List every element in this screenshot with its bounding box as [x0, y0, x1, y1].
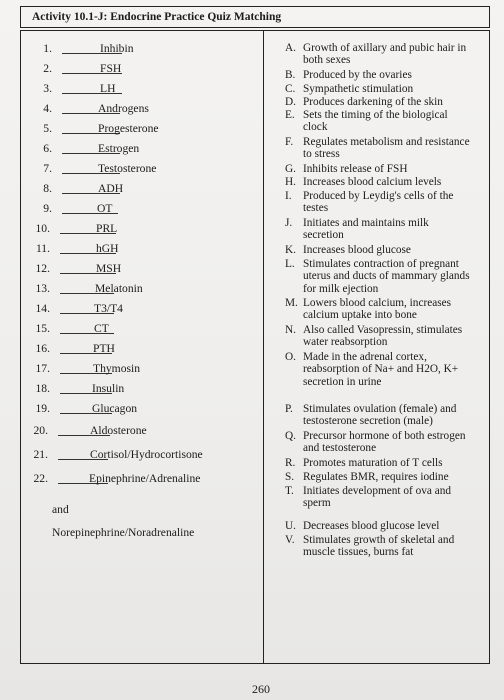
question-row — [0, 42, 264, 58]
answer-text — [303, 83, 499, 95]
question-number: 10. — [35, 222, 50, 235]
answer-text — [303, 457, 499, 469]
question-row — [0, 222, 264, 238]
hormone-term: LH — [100, 82, 116, 95]
question-number: 11. — [35, 242, 50, 255]
question-number: 21. — [33, 448, 48, 461]
answer-letter: B. — [285, 69, 296, 81]
answer-text-line: for milk ejection — [303, 282, 379, 295]
answer-text-line: Sets the timing of the biological — [303, 109, 448, 121]
answer-text — [303, 324, 499, 349]
question-number: 13. — [35, 282, 50, 295]
q22-continuation: Norepinephrine/Noradrenaline — [52, 526, 195, 539]
answer-text-line: Initiates development of ova and — [303, 485, 452, 497]
hormone-term: PRL — [96, 222, 118, 235]
answer-option — [285, 471, 497, 483]
question-number: 12. — [35, 262, 50, 275]
answer-letter: C. — [285, 83, 296, 95]
question-number: 15. — [35, 322, 50, 335]
hormone-term: Androgens — [98, 102, 149, 115]
answer-option — [285, 534, 497, 559]
activity-header: Activity 10.1-J: Endocrine Practice Quiz Matching — [20, 6, 490, 28]
page-number: 260 — [252, 682, 270, 696]
answer-text — [303, 136, 499, 161]
answer-text-line: Sympathetic stimulation — [303, 83, 414, 95]
answer-letter: G. — [285, 163, 296, 175]
question-row — [0, 302, 264, 318]
question-number: 22. — [33, 472, 48, 485]
answer-text — [303, 96, 499, 108]
answer-letter: D. — [285, 96, 296, 108]
answer-text-line: to stress — [303, 148, 340, 161]
question-number: 17. — [35, 362, 50, 375]
answer-letter: P. — [285, 403, 293, 415]
answer-text-line: and testosterone — [303, 442, 377, 455]
answer-text-line: calcium uptake into bone — [303, 309, 417, 322]
answer-text-line: clock — [303, 121, 328, 134]
answer-text-line: testosterone secretion (male) — [303, 415, 433, 428]
answer-option — [285, 403, 497, 428]
answer-option — [285, 324, 497, 349]
hormone-term: hGH — [96, 242, 119, 255]
question-row — [0, 448, 264, 464]
hormone-term: Testosterone — [98, 162, 157, 175]
hormone-term: Aldosterone — [90, 424, 147, 437]
question-row — [0, 202, 264, 218]
hormone-term: Cortisol/Hydrocortisone — [90, 448, 203, 461]
answer-text-line: Increases blood glucose — [303, 244, 411, 256]
answer-text-line: both sexes — [303, 54, 351, 67]
answer-text-line: Decreases blood glucose level — [303, 520, 440, 532]
question-row — [0, 402, 264, 418]
answer-option — [285, 351, 497, 388]
answer-letter: T. — [285, 485, 294, 497]
question-row — [0, 322, 264, 338]
answer-letter: M. — [285, 297, 298, 309]
answer-option — [285, 485, 497, 510]
question-row — [0, 472, 264, 488]
answer-option — [285, 258, 497, 295]
question-row — [0, 282, 264, 298]
question-row — [0, 362, 264, 378]
hormone-term: OT — [97, 202, 113, 215]
answer-text-line: sperm — [303, 497, 331, 510]
answer-text-line: secretion in urine — [303, 375, 382, 388]
question-number: 6. — [43, 142, 52, 155]
answer-option — [285, 217, 497, 242]
question-row — [0, 142, 264, 158]
answer-text-line: Lowers blood calcium, increases — [303, 297, 452, 309]
answer-text — [303, 42, 499, 67]
answer-option — [285, 457, 497, 469]
answer-text — [303, 176, 499, 188]
answer-letter: Q. — [285, 430, 296, 442]
answer-text-line: testes — [303, 202, 329, 215]
answer-letter: I. — [285, 190, 292, 202]
hormone-term: Progesterone — [98, 122, 159, 135]
answer-text-line: Promotes maturation of T cells — [303, 457, 443, 469]
answer-text-line: Produced by the ovaries — [303, 69, 412, 81]
question-number: 20. — [33, 424, 48, 437]
question-row — [0, 262, 264, 278]
hormone-term: Inhibin — [100, 42, 134, 55]
answer-text-line: Made in the adrenal cortex, — [303, 351, 427, 363]
question-row — [0, 162, 264, 178]
answer-text-line: uterus and ducts of mammary glands — [303, 270, 470, 283]
hormone-term: MSH — [96, 262, 122, 275]
hormone-term: ADH — [98, 182, 124, 195]
answer-option — [285, 520, 497, 532]
answer-text-line: Stimulates growth of skeletal and — [303, 534, 455, 546]
answer-letter: S. — [285, 471, 295, 483]
answer-text-line: reabsorption of Na+ and H2O, K+ — [303, 363, 459, 376]
hormone-term: PTH — [93, 342, 115, 355]
answer-letter: O. — [285, 351, 296, 363]
answer-letter: V. — [285, 534, 295, 546]
question-number: 1. — [43, 42, 52, 55]
answer-text-line: Inhibits release of FSH — [303, 163, 408, 175]
answer-letter: R. — [285, 457, 296, 469]
question-row — [0, 424, 264, 440]
answer-text — [303, 217, 499, 242]
q22-and: and — [52, 503, 69, 516]
answer-option — [285, 190, 497, 215]
answer-text-line: secretion — [303, 229, 344, 242]
answer-text — [303, 297, 499, 322]
answer-letter: H. — [285, 176, 296, 188]
question-number: 4. — [43, 102, 52, 115]
answer-text-line: Produces darkening of the skin — [303, 96, 443, 108]
answer-letter: U. — [285, 520, 296, 532]
answer-text — [303, 471, 499, 483]
answer-option — [285, 69, 497, 81]
hormone-term: FSH — [100, 62, 122, 75]
question-row — [0, 242, 264, 258]
answer-text — [303, 190, 499, 215]
answer-text-line: muscle tissues, burns fat — [303, 546, 414, 559]
question-row — [0, 182, 264, 198]
question-row — [0, 62, 264, 78]
answer-text-line: Produced by Leydig's cells of the — [303, 190, 454, 202]
answer-option — [285, 297, 497, 322]
answer-text-line: Precursor hormone of both estrogen — [303, 430, 466, 442]
answer-letter: F. — [285, 136, 294, 148]
hormone-term: CT — [94, 322, 109, 335]
answer-letter: A. — [285, 42, 296, 54]
answer-text — [303, 520, 499, 532]
answer-text — [303, 109, 499, 134]
answer-letter: L. — [285, 258, 295, 270]
answer-option — [285, 163, 497, 175]
question-number: 16. — [35, 342, 50, 355]
question-number: 7. — [43, 162, 52, 175]
answer-text-line: water reabsorption — [303, 336, 388, 349]
hormone-term: Thymosin — [93, 362, 141, 375]
question-row — [0, 102, 264, 118]
answer-option — [285, 83, 497, 95]
answer-letter: K. — [285, 244, 296, 256]
question-row — [0, 122, 264, 138]
question-row — [0, 382, 264, 398]
question-number: 19. — [35, 402, 50, 415]
answer-option — [285, 136, 497, 161]
answer-text-line: Initiates and maintains milk — [303, 217, 429, 229]
answer-text-line: Growth of axillary and pubic hair in — [303, 42, 467, 54]
answer-option — [285, 42, 497, 67]
answer-option — [285, 96, 497, 108]
answer-text — [303, 163, 499, 175]
question-number: 3. — [43, 82, 52, 95]
answer-text-line: Stimulates contraction of pregnant — [303, 258, 459, 270]
question-number: 2. — [43, 62, 52, 75]
answer-text-line: Increases blood calcium levels — [303, 176, 442, 188]
question-number: 5. — [43, 122, 52, 135]
question-number: 9. — [43, 202, 52, 215]
question-row — [0, 342, 264, 358]
answer-text-line: Stimulates ovulation (female) and — [303, 403, 457, 415]
answer-option — [285, 430, 497, 455]
answer-text — [303, 244, 499, 256]
answer-option — [285, 109, 497, 134]
question-number: 8. — [43, 182, 52, 195]
answer-letter: J. — [285, 217, 293, 229]
question-row — [0, 82, 264, 98]
question-number: 14. — [35, 302, 50, 315]
answer-option — [285, 176, 497, 188]
answer-text — [303, 430, 499, 455]
hormone-term: Melatonin — [95, 282, 143, 295]
hormone-term: T3/T4 — [94, 302, 123, 315]
hormone-term: Estrogen — [98, 142, 140, 155]
hormone-term: Epinephrine/Adrenaline — [89, 472, 201, 485]
answer-text — [303, 403, 499, 428]
answer-text — [303, 534, 499, 559]
answer-letter: E. — [285, 109, 295, 121]
hormone-term: Glucagon — [92, 402, 138, 415]
answer-text — [303, 258, 499, 295]
answer-text-line: Regulates metabolism and resistance — [303, 136, 470, 148]
hormone-term: Insulin — [92, 382, 125, 395]
answer-text — [303, 69, 499, 81]
answer-letter: N. — [285, 324, 296, 336]
answer-text-line: Also called Vasopressin, stimulates — [303, 324, 463, 336]
answer-text-line: Regulates BMR, requires iodine — [303, 471, 449, 483]
answer-text — [303, 485, 499, 510]
answer-text — [303, 351, 499, 388]
question-number: 18. — [35, 382, 50, 395]
answer-option — [285, 244, 497, 256]
